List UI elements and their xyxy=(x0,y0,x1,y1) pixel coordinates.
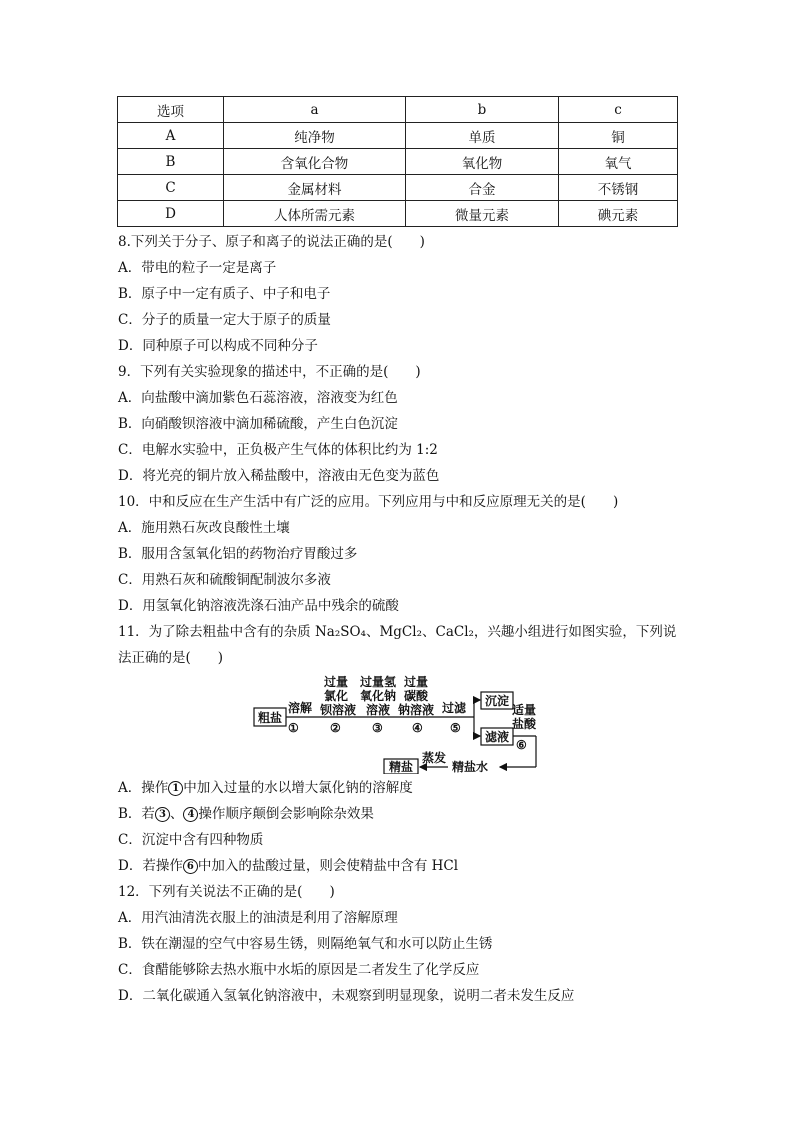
reagent-6-line2: 盐酸 xyxy=(512,717,537,731)
table-cell: 人体所需元素 xyxy=(224,201,406,227)
table-cell: 含氧化合物 xyxy=(224,149,406,175)
filtrate-label: 滤液 xyxy=(485,730,510,744)
table-cell: 铜 xyxy=(559,123,678,149)
option-a-text: 中加入过量的水以增大氯化钠的溶解度 xyxy=(183,780,413,796)
reagent-1-line1: 过量 xyxy=(324,675,349,689)
question-12-stem: 12．下列有关说法不正确的是( ) xyxy=(118,884,335,900)
question-8-option-c: C．分子的质量一定大于原子的质量 xyxy=(118,312,331,328)
table-cell: 氧化物 xyxy=(406,149,559,175)
question-10-option-a: A．施用熟石灰改良酸性土壤 xyxy=(118,520,290,536)
question-12-option-c: C．食醋能够除去热水瓶中水垢的原因是二者发生了化学反应 xyxy=(118,962,480,978)
table-header-cell: a xyxy=(224,97,406,123)
circled-number: 3 xyxy=(155,807,170,822)
salt-purification-flowchart xyxy=(252,672,542,774)
question-10-option-c: C．用熟石灰和硫酸铜配制波尔多液 xyxy=(118,572,331,588)
table-cell: B xyxy=(118,149,224,175)
table-cell: 微量元素 xyxy=(406,201,559,227)
question-12-option-b: B．铁在潮湿的空气中容易生锈，则隔绝氧气和水可以防止生锈 xyxy=(118,936,493,952)
refined-salt-label: 精盐 xyxy=(389,760,414,774)
question-9-option-c: C．电解水实验中，正负极产生气体的体积比约为 1:2 xyxy=(118,442,438,458)
brine-label: 精盐水 xyxy=(452,760,489,774)
question-8-option-b: B．原子中一定有质子、中子和电子 xyxy=(118,286,331,302)
reagent-3-line1: 过量 xyxy=(404,675,429,689)
table-header-row xyxy=(118,97,678,123)
evaporate-label: 蒸发 xyxy=(422,751,447,765)
table-header-cell: c xyxy=(559,97,678,123)
filter-label: 过滤 xyxy=(442,701,467,715)
question-9-option-b: B．向硝酸钡溶液中滴加稀硫酸，产生白色沉淀 xyxy=(118,416,398,432)
table-cell: C xyxy=(118,175,224,201)
question-9-option-d: D．将光亮的铜片放入稀盐酸中，溶液由无色变为蓝色 xyxy=(118,468,440,484)
table-cell: 氧气 xyxy=(559,149,678,175)
question-10-option-b: B．服用含氢氧化铝的药物治疗胃酸过多 xyxy=(118,546,358,562)
table-header-cell: b xyxy=(406,97,559,123)
reagent-2-line3: 溶液 xyxy=(366,703,391,717)
option-b-prefix: B．若 xyxy=(118,806,155,822)
classification-table xyxy=(117,96,678,227)
question-11-option-b xyxy=(118,804,374,824)
circled-number: 1 xyxy=(168,781,183,796)
reagent-3-line2: 碳酸 xyxy=(404,689,429,703)
step-6-number: ⑥ xyxy=(516,738,527,752)
option-b-text: 操作顺序颠倒会影响除杂效果 xyxy=(198,806,374,822)
table-row xyxy=(118,175,678,201)
table-cell: D xyxy=(118,201,224,227)
table-cell: 金属材料 xyxy=(224,175,406,201)
table-cell: 合金 xyxy=(406,175,559,201)
step-4-number: ④ xyxy=(412,721,423,735)
reagent-2-line2: 氧化钠 xyxy=(360,689,397,703)
option-b-separator: 、 xyxy=(169,806,184,822)
table-cell: A xyxy=(118,123,224,149)
question-9-option-a: A．向盐酸中滴加紫色石蕊溶液，溶液变为红色 xyxy=(118,390,398,406)
table-row xyxy=(118,123,678,149)
table-row xyxy=(118,149,678,175)
crude-salt-label: 粗盐 xyxy=(258,711,283,725)
reagent-1-line3: 钡溶液 xyxy=(320,703,357,717)
table-cell: 碘元素 xyxy=(559,201,678,227)
question-8-option-a: A．带电的粒子一定是离子 xyxy=(118,260,277,276)
table-row xyxy=(118,201,678,227)
table-cell: 纯净物 xyxy=(224,123,406,149)
step-1-number: ① xyxy=(288,721,299,735)
question-8-option-d: D．同种原子可以构成不同种分子 xyxy=(118,338,318,354)
question-11-option-c: C．沉淀中含有四种物质 xyxy=(118,832,264,848)
reagent-3-line3: 钠溶液 xyxy=(398,703,435,717)
question-10-option-d: D．用氢氧化钠溶液洗涤石油产品中残余的硫酸 xyxy=(118,598,399,614)
circled-number: 4 xyxy=(183,807,198,822)
precipitate-label: 沉淀 xyxy=(485,694,510,708)
reagent-2-line1: 过量氢 xyxy=(360,675,397,689)
question-11-stem-line1: 11．为了除去粗盐中含有的杂质 Na₂SO₄、MgCl₂、CaCl₂，兴趣小组进行如图实验，下列说 xyxy=(118,624,677,640)
option-a-prefix: A．操作 xyxy=(118,780,169,796)
question-11-stem-line2: 法正确的是( ) xyxy=(118,650,224,666)
option-d-text: 中加入的盐酸过量，则会使精盐中含有 HCl xyxy=(197,858,459,874)
question-9-stem: 9．下列有关实验现象的描述中，不正确的是( ) xyxy=(118,364,421,380)
option-d-prefix: D．若操作 xyxy=(118,858,183,874)
step-3-number: ③ xyxy=(372,721,383,735)
step-5-number: ⑤ xyxy=(450,721,461,735)
table-cell: 单质 xyxy=(406,123,559,149)
question-12-option-a: A．用汽油清洗衣服上的油渍是利用了溶解原理 xyxy=(118,910,398,926)
reagent-6-line1: 适量 xyxy=(512,703,537,717)
dissolve-label: 溶解 xyxy=(288,701,313,715)
question-11-option-d xyxy=(118,856,458,876)
circled-number: 6 xyxy=(183,859,198,874)
table-cell: 不锈钢 xyxy=(559,175,678,201)
question-12-option-d: D．二氧化碳通入氢氧化钠溶液中，未观察到明显现象，说明二者未发生反应 xyxy=(118,988,575,1004)
question-8-stem: 8.下列关于分子、原子和离子的说法正确的是( ) xyxy=(118,234,425,250)
step-2-number: ② xyxy=(330,721,341,735)
question-10-stem: 10．中和反应在生产生活中有广泛的应用。下列应用与中和反应原理无关的是( ) xyxy=(118,494,619,510)
table-header-cell: 选项 xyxy=(118,97,224,123)
question-11-option-a xyxy=(118,778,413,798)
reagent-1-line2: 氯化 xyxy=(324,689,349,703)
